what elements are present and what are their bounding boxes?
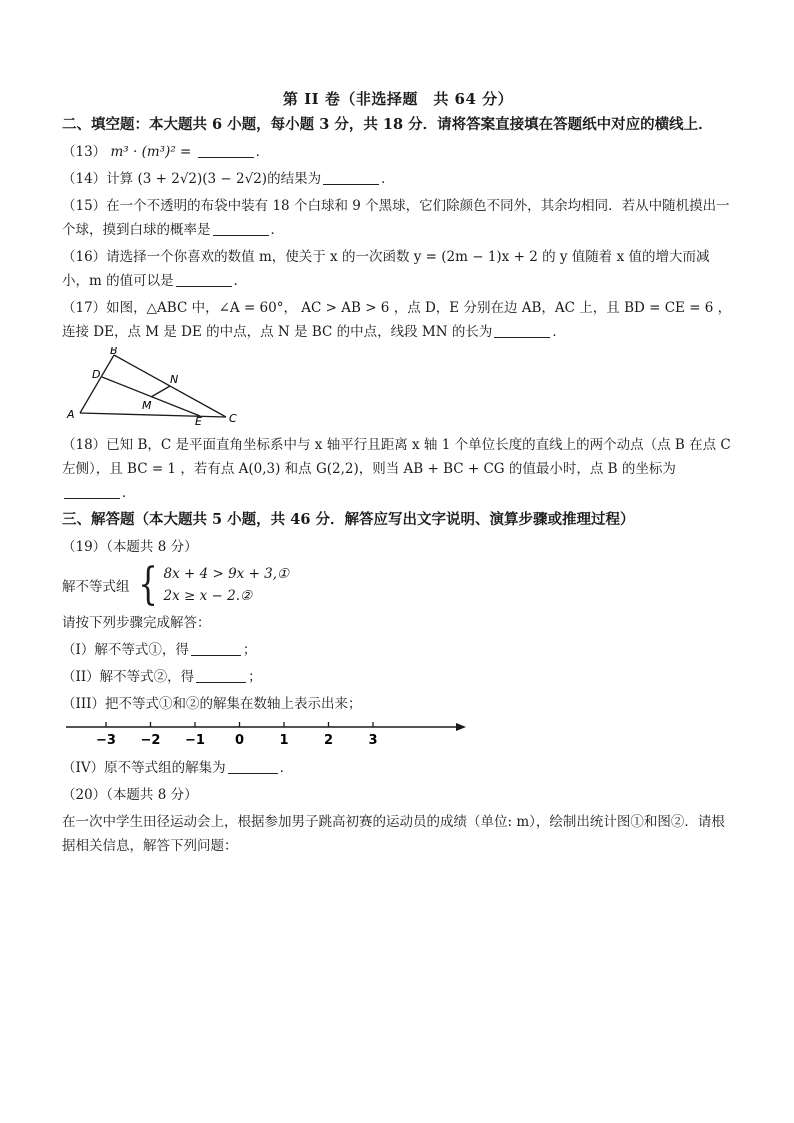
question-13-number: （13） (62, 144, 107, 160)
inequality-2: 2x ≥ x − 2.② (163, 588, 253, 604)
number-line[interactable] (62, 719, 472, 749)
inequality-lines (164, 563, 290, 607)
step-2-end: ； (248, 669, 262, 685)
steps-intro: 请按下列步骤完成解答： (62, 615, 211, 631)
question-20-text: 在一次中学生田径运动会上，根据参加男子跳高初赛的运动员的成绩（单位: m），绘制出统计图①和图②．请根据相关信息，解答下列问题： (62, 814, 725, 854)
step-4 (62, 756, 734, 780)
question-14-expression: (3 + 2√2)(3 − 2√2) (137, 171, 268, 187)
brace-symbol: { (137, 559, 158, 610)
question-14-end: ． (381, 171, 395, 187)
question-13-end: ． (255, 144, 270, 160)
question-20-header: （20）（本题共 8 分） (62, 787, 198, 803)
label-b: B (110, 347, 118, 357)
step-2-text: （II）解不等式②，得 (62, 669, 195, 685)
question-13-answer-blank[interactable] (198, 143, 254, 158)
side-ab (80, 355, 114, 413)
section-2-heading: 二、填空题：本大题共 6 小题，每小题 3 分，共 18 分．请将答案直接填在答题纸中对应的横线上． (62, 116, 713, 133)
inequality-system-intro: 解不等式组 (62, 579, 130, 595)
number-line-tick-label: −3 (96, 733, 116, 748)
question-18-answer-blank[interactable] (64, 484, 120, 499)
question-19-header: （19）（本题共 8 分） (62, 539, 198, 555)
step-3: （III）把不等式①和②的解集在数轴上表示出来； (62, 696, 362, 712)
question-13-expression: m³ · (m³)² = (110, 144, 192, 160)
question-14-answer-blank[interactable] (323, 170, 379, 185)
number-line-tick-label: 2 (323, 733, 334, 748)
question-14-suffix: 的结果为 (267, 171, 322, 187)
step-2 (62, 665, 734, 689)
step-1-end: ； (242, 642, 257, 658)
question-13 (62, 140, 734, 164)
question-18 (62, 433, 734, 505)
segment-mn (151, 386, 170, 397)
label-m: M (142, 399, 152, 412)
step-1-answer-blank[interactable] (191, 641, 241, 656)
label-a: A (67, 408, 75, 421)
number-line-tick-label: 0 (234, 733, 245, 748)
step-4-answer-blank[interactable] (228, 759, 278, 774)
exam-page (62, 88, 734, 861)
question-15-answer-blank[interactable] (213, 221, 269, 236)
triangle-diagram (66, 347, 246, 425)
label-d: D (92, 368, 101, 381)
question-15-text: （15）在一个不透明的布袋中装有 18 个白球和 9 个黑球，它们除颜色不同外，其余均相同．若从中随机摸出一个球，摸到白球的概率是 (62, 198, 730, 238)
number-line-tick-label: −1 (185, 733, 205, 748)
question-16 (62, 245, 734, 293)
step-2-answer-blank[interactable] (196, 668, 246, 683)
step-1 (62, 638, 734, 662)
triangle-figure (66, 347, 734, 429)
question-17-answer-blank[interactable] (494, 323, 550, 338)
number-line-figure (62, 719, 734, 753)
question-14-prefix: 计算 (106, 171, 134, 187)
question-17-end: ． (552, 324, 566, 340)
number-line-tick-label: −2 (140, 733, 161, 748)
question-14 (62, 167, 734, 191)
number-line-arrow (456, 723, 466, 731)
part-title: 第 II 卷（非选择题 共 64 分） (282, 90, 514, 108)
question-16-answer-blank[interactable] (176, 272, 232, 287)
inequality-1: 8x + 4 > 9x + 3,① (163, 566, 290, 582)
question-16-end: ． (233, 273, 248, 289)
side-ac (80, 413, 226, 417)
label-e: E (195, 415, 202, 425)
step-4-end: ． (279, 760, 294, 776)
step-1-text: （I）解不等式①，得 (62, 642, 189, 658)
inequality-system (62, 559, 734, 610)
question-15-end: ． (270, 222, 284, 238)
label-n: N (170, 373, 179, 386)
question-14-number: （14） (62, 171, 107, 187)
question-18-end: ． (122, 485, 136, 501)
number-line-tick-label: 3 (368, 733, 378, 748)
question-15 (62, 194, 734, 242)
question-17-text: （17）如图，△ABC 中，∠A = 60°， AC > AB > 6 ，点 D，E 分别在边 AB，AC 上，且 BD = CE = 6 ，连接 DE，点 M 是 DE 的中点，点 N 是 BC 的中点，线段 MN 的长为 (62, 300, 732, 340)
question-16-text: （16）请选择一个你喜欢的数值 m，使关于 x 的一次函数 y = (2m − 1)x + 2 的 y 值随着 x 值的增大而减小，m 的值可以是 (62, 249, 710, 289)
number-line-ticks (96, 722, 378, 748)
label-c: C (229, 412, 237, 425)
question-18-text: （18）已知 B，C 是平面直角坐标系中与 x 轴平行且距离 x 轴 1 个单位长度的直线上的两个动点（点 B 在点 C 左侧），且 BC = 1 ，若有点 A(0,3) 和点 G(2,2)，则当 AB + BC + CG 的值最小时，点 B 的坐标为 (62, 437, 731, 477)
question-17 (62, 296, 734, 344)
number-line-tick-label: 1 (279, 733, 289, 748)
section-3-heading: 三、解答题（本大题共 5 小题，共 46 分．解答应写出文字说明、演算步骤或推理过程） (62, 511, 635, 528)
step-4-text: （IV）原不等式组的解集为 (62, 760, 226, 776)
